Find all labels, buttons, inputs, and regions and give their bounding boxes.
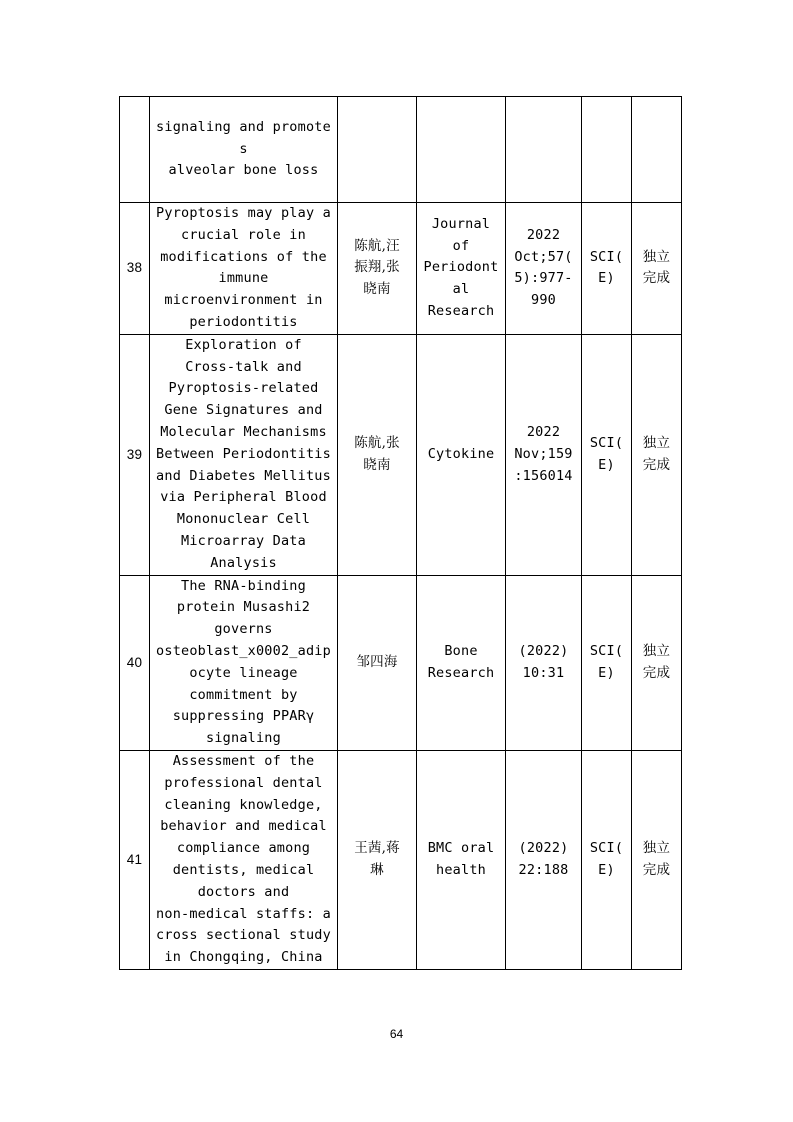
completion-note: 独立 完成 <box>632 203 682 335</box>
table-row <box>120 750 682 969</box>
row-number <box>120 97 150 203</box>
journal: BMC oral health <box>417 750 506 969</box>
row-number: 38 <box>120 203 150 335</box>
table-row <box>120 334 682 575</box>
authors: 陈航,汪 振翔,张 晓南 <box>338 203 417 335</box>
publication-date <box>506 97 582 203</box>
authors: 陈航,张 晓南 <box>338 334 417 575</box>
table-row <box>120 97 682 203</box>
row-number: 41 <box>120 750 150 969</box>
completion-note: 独立 完成 <box>632 334 682 575</box>
index-type: SCI( E) <box>582 334 632 575</box>
row-number: 39 <box>120 334 150 575</box>
completion-note <box>632 97 682 203</box>
authors: 王茜,蒋 琳 <box>338 750 417 969</box>
publication-date: (2022) 10:31 <box>506 575 582 750</box>
page-number: 64 <box>389 1027 404 1041</box>
paper-title: Assessment of the professional dental cleaning knowledge, behavior and medical compliance among dentists, medical doctors and non-medical staffs: a cross sectional study in Chongqing, China <box>150 750 338 969</box>
table-row <box>120 203 682 335</box>
index-type <box>582 97 632 203</box>
journal <box>417 97 506 203</box>
authors <box>338 97 417 203</box>
paper-title: signaling and promotes alveolar bone loss <box>150 97 338 203</box>
publication-date: 2022 Oct;57( 5):977- 990 <box>506 203 582 335</box>
publication-date: 2022 Nov;159 :156014 <box>506 334 582 575</box>
authors: 邹四海 <box>338 575 417 750</box>
publication-date: (2022) 22:188 <box>506 750 582 969</box>
index-type: SCI( E) <box>582 575 632 750</box>
index-type: SCI( E) <box>582 203 632 335</box>
journal: Bone Research <box>417 575 506 750</box>
journal: Cytokine <box>417 334 506 575</box>
table-row <box>120 575 682 750</box>
paper-title: Pyroptosis may play a crucial role in modifications of the immune microenvironment in periodontitis <box>150 203 338 335</box>
completion-note: 独立 完成 <box>632 575 682 750</box>
paper-title: The RNA-binding protein Musashi2 governs osteoblast_x0002_adip ocyte lineage commitment by suppressing PPARγ signaling <box>150 575 338 750</box>
index-type: SCI( E) <box>582 750 632 969</box>
row-number: 40 <box>120 575 150 750</box>
journal: Journal of Periodont al Research <box>417 203 506 335</box>
paper-title: Exploration of Cross-talk and Pyroptosis-related Gene Signatures and Molecular Mechanisms Between Periodontitis and Diabetes Mellitus via Peripheral Blood Mononuclear Cell Microarray Data Analysis <box>150 334 338 575</box>
completion-note: 独立 完成 <box>632 750 682 969</box>
publications-table <box>119 96 682 970</box>
